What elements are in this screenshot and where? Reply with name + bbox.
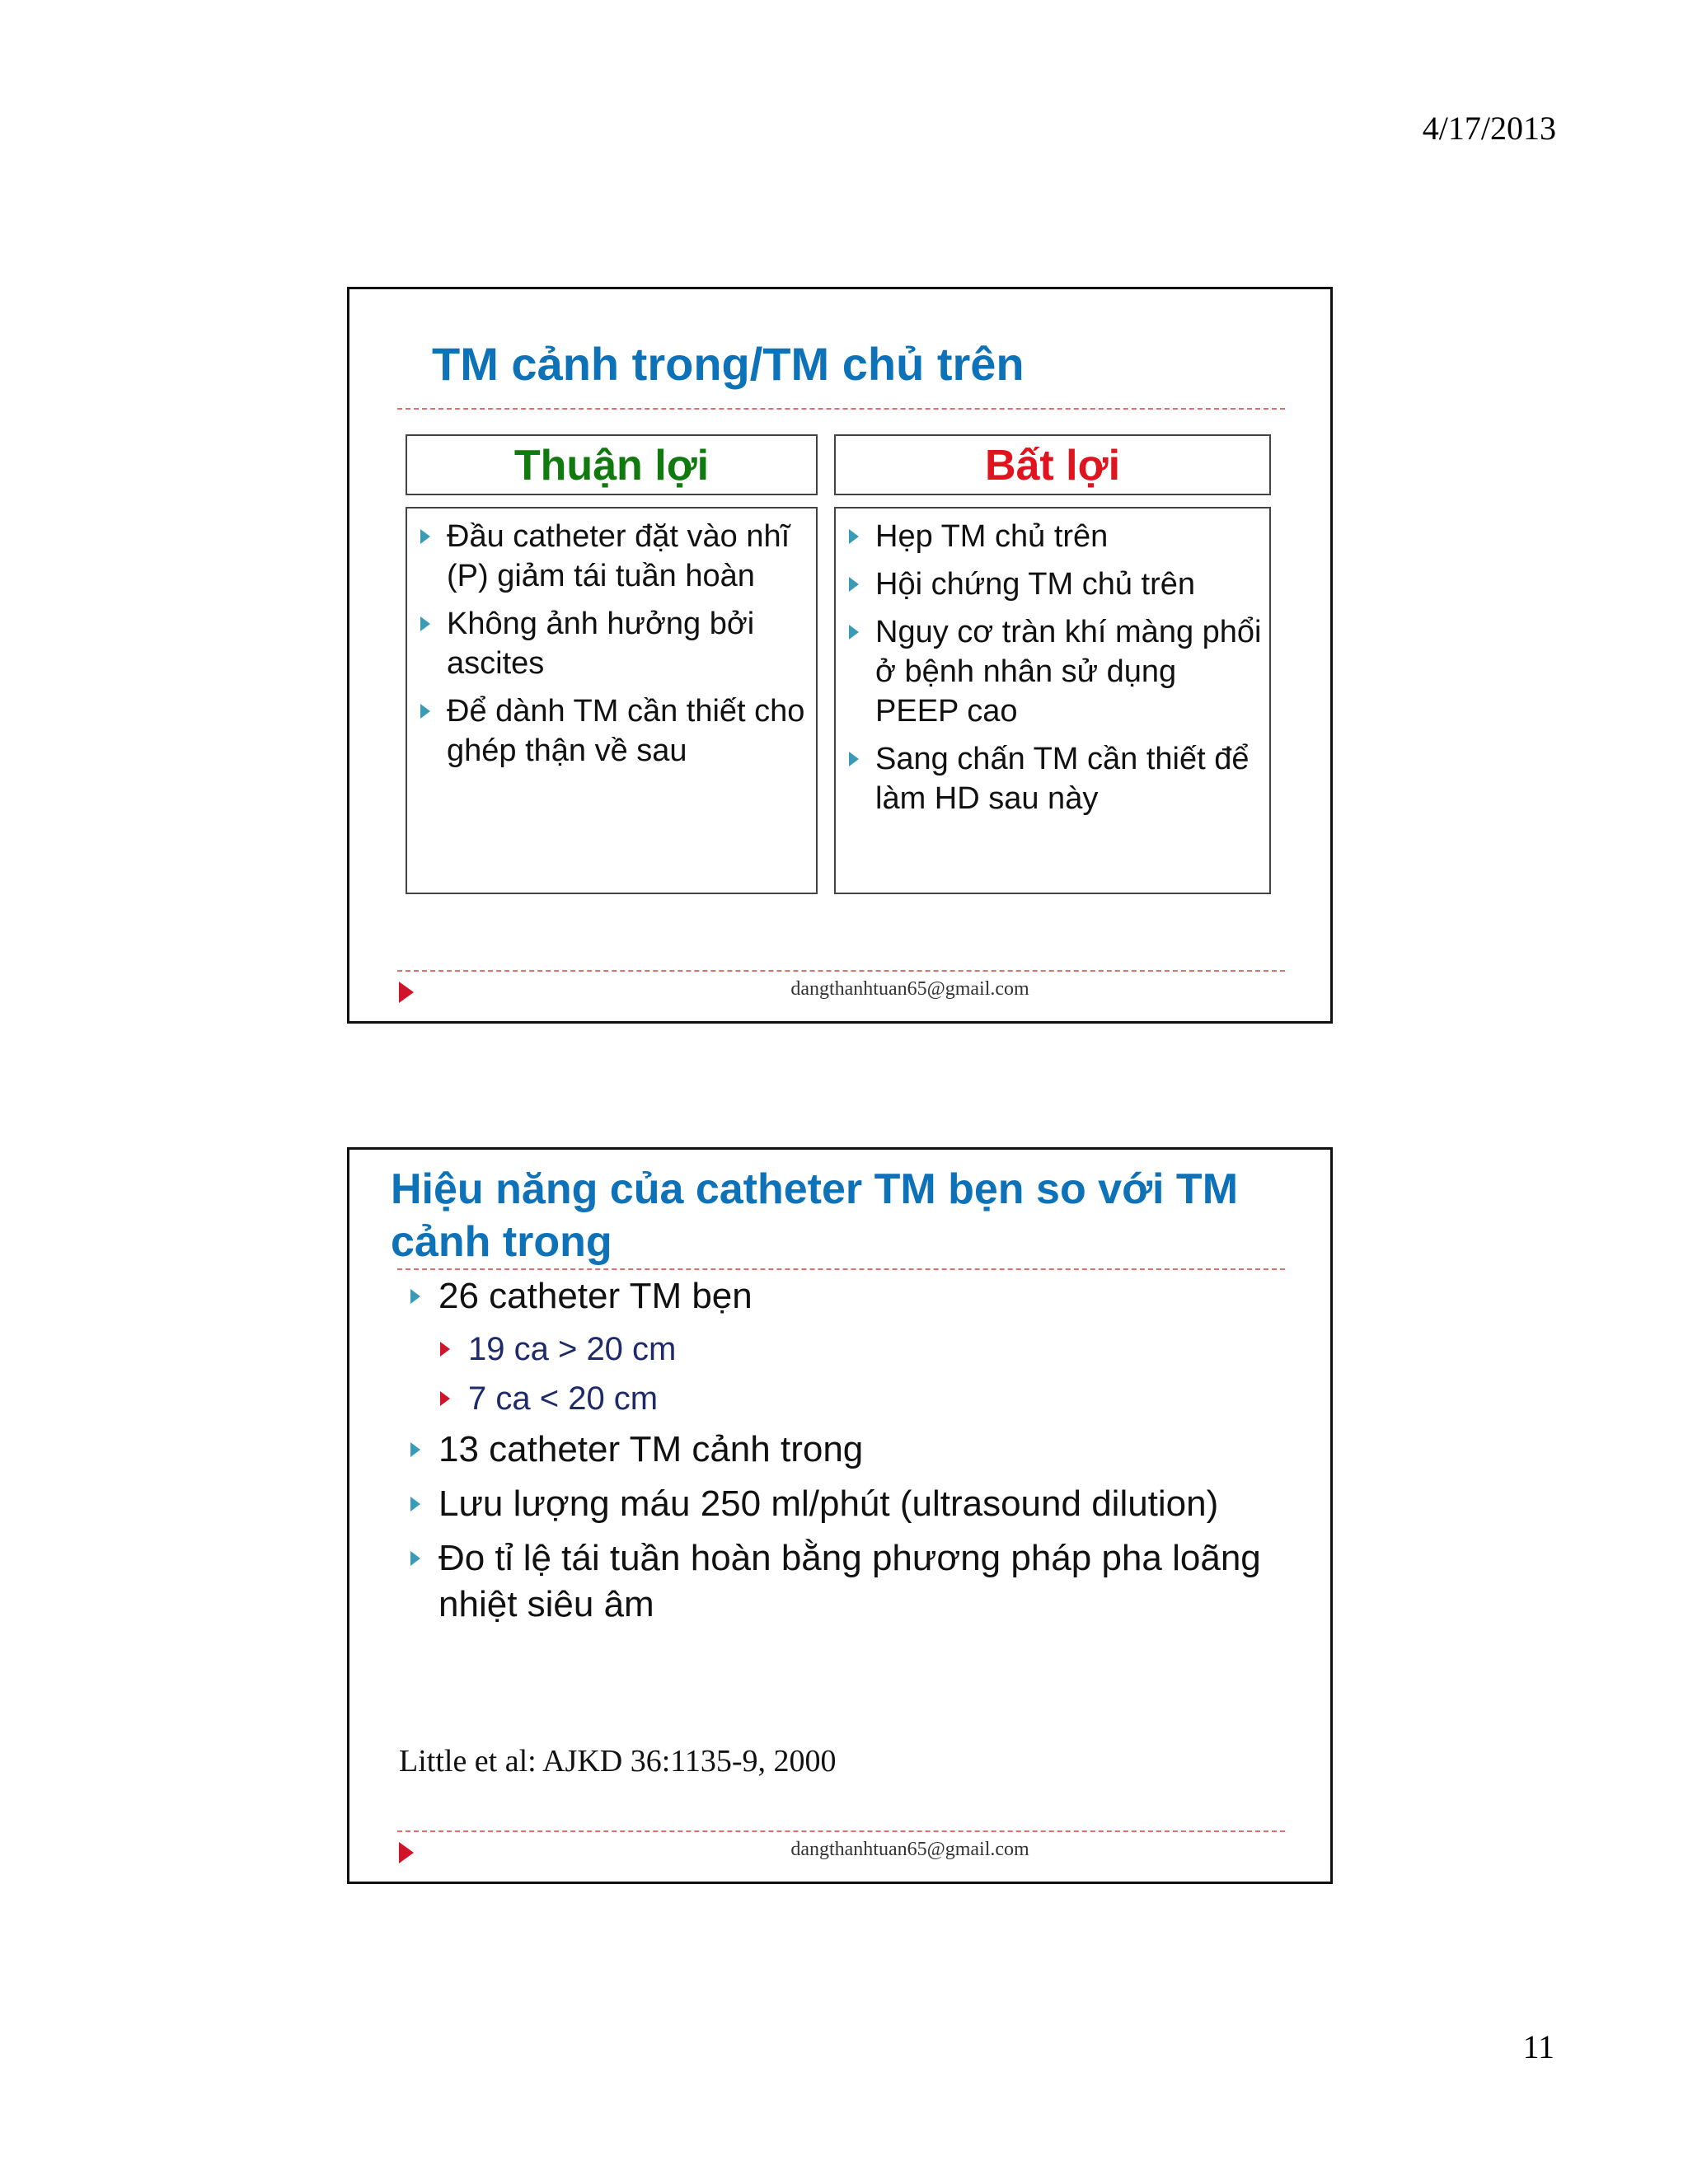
bullet-arrow-icon [849,529,859,544]
list-item: Không ảnh hưởng bởi ascites [417,604,809,683]
bullet-arrow-icon [410,1289,420,1304]
bullet-arrow-icon [849,625,859,640]
citation: Little et al: AJKD 36:1135-9, 2000 [399,1744,837,1779]
slide-1-title: TM cảnh trong/TM chủ trên [432,338,1025,390]
list-item: Lưu lượng máu 250 ml/phút (ultrasound dilution) [407,1481,1297,1527]
bullet-arrow-icon [849,752,859,766]
list-item: 26 catheter TM bẹn [407,1273,1297,1319]
bullet-arrow-icon [410,1551,420,1566]
advantages-list [406,507,818,894]
title-divider [397,1268,1285,1270]
list-item: Nguy cơ tràn khí màng phổi ở bệnh nhân sử dụng PEEP cao [846,612,1263,731]
footer-divider [397,970,1285,972]
sub-bullet-arrow-icon [440,1342,450,1357]
footer-email: dangthanhtuan65@gmail.com [790,978,1029,1000]
disadvantages-list [834,507,1271,894]
list-item: Để dành TM cần thiết cho ghép thận về sau [417,691,809,771]
page-date: 4/17/2013 [1422,110,1556,147]
sub-list-item: 7 ca < 20 cm [407,1377,1297,1420]
list-item: Đầu catheter đặt vào nhĩ (P) giảm tái tuần hoàn [417,517,809,596]
slide-2-title: Hiệu năng của catheter TM bẹn so với TM cảnh trong [391,1165,1239,1266]
disadvantages-heading: Bất lợi [834,434,1271,495]
title-divider [397,408,1285,410]
bullet-arrow-icon [420,616,430,631]
bullet-arrow-icon [410,1442,420,1457]
footer-divider [397,1830,1285,1832]
sub-bullet-arrow-icon [440,1391,450,1406]
bullet-arrow-icon [410,1497,420,1511]
list-item: Hội chứng TM chủ trên [846,565,1263,604]
list-item: Đo tỉ lệ tái tuần hoàn bằng phương pháp pha loãng nhiệt siêu âm [407,1535,1297,1628]
bullet-arrow-icon [420,529,430,544]
list-item: Sang chấn TM cần thiết để làm HD sau này [846,739,1263,818]
slide-2-bullets [407,1273,1297,1636]
slide-1 [347,287,1333,1024]
bullet-arrow-icon [849,577,859,592]
bullet-arrow-icon [420,704,430,719]
sub-list-item: 19 ca > 20 cm [407,1328,1297,1371]
footer-email: dangthanhtuan65@gmail.com [790,1839,1029,1860]
advantages-heading: Thuận lợi [406,434,818,495]
slide-2 [347,1147,1333,1884]
page-number: 11 [1522,2028,1554,2065]
list-item: 13 catheter TM cảnh trong [407,1427,1297,1473]
list-item: Hẹp TM chủ trên [846,517,1263,556]
